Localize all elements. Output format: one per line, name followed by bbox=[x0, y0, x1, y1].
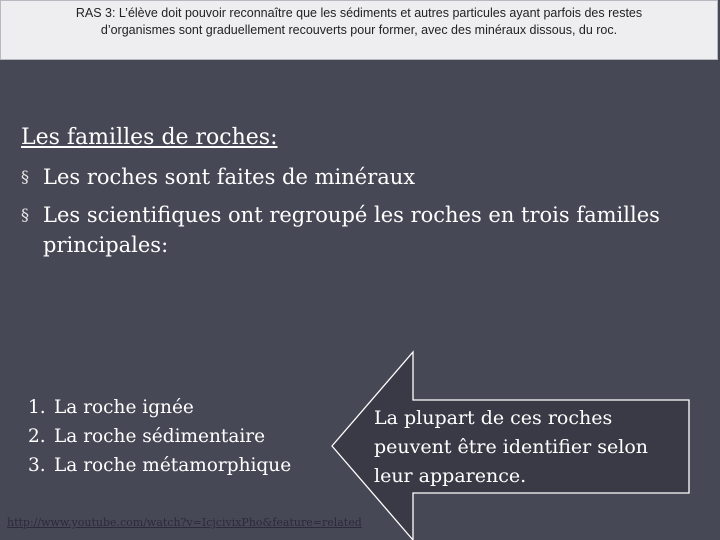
list-text: La roche ignée bbox=[54, 397, 194, 418]
bullet-text: Les scientifiques ont regroupé les roches en trois familles principales: bbox=[43, 203, 660, 257]
list-text: La roche sédimentaire bbox=[54, 426, 266, 447]
slide-heading: Les familles de roches: bbox=[21, 125, 278, 150]
bullet-text: Les roches sont faites de minéraux bbox=[43, 165, 416, 189]
objective-line-1: RAS 3: L’élève doit pouvoir reconnaître que les sédiments et autres particules ayant parfois des restes bbox=[75, 6, 643, 20]
list-text: La roche métamorphique bbox=[54, 455, 292, 476]
list-number: 1. bbox=[28, 397, 46, 418]
square-bullet-icon: § bbox=[21, 205, 29, 224]
square-bullet-icon: § bbox=[21, 167, 29, 186]
list-number: 3. bbox=[28, 455, 46, 476]
video-link[interactable]: http://www.youtube.com/watch?v=IcjcivixPho&feature=related bbox=[7, 516, 362, 529]
list-number: 2. bbox=[28, 426, 46, 447]
objective-line-2: d’organismes sont graduellement recouverts pour former, avec des minéraux dissous, du roc. bbox=[100, 23, 618, 37]
callout-text: La plupart de ces roches peuvent être identifier selon leur apparence. bbox=[374, 407, 648, 487]
